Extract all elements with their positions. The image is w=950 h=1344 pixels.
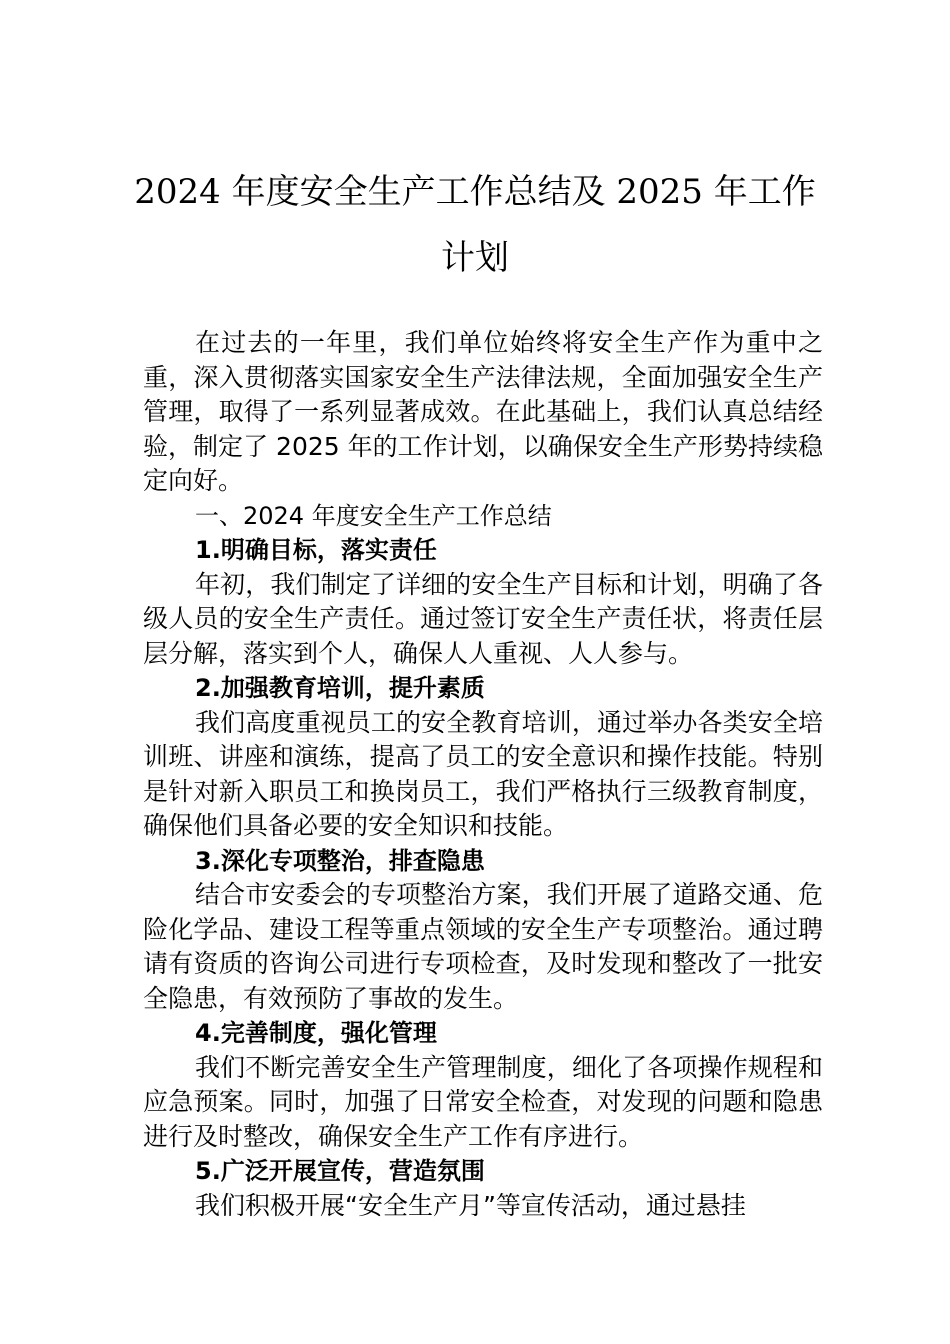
document-title-line-2: 计划 <box>441 238 509 278</box>
item-heading: 3.深化专项整治，排查隐患 <box>195 846 485 875</box>
item-heading: 4.完善制度，强化管理 <box>195 1019 437 1047</box>
item-paragraph: 年初，我们制定了详细的安全生产目标和计划，明确了各级人员的安全生产责任。通过签订安全生产责任状，将责任层层分解，落实到个人，确保人人重视、人人参与。 <box>143 569 823 668</box>
item-heading: 5.广泛开展宣传，营造氛围 <box>195 1157 485 1185</box>
document-body <box>143 326 823 1223</box>
item-heading: 2.加强教育培训，提升素质 <box>195 674 485 702</box>
section-heading: 一、2024 年度安全生产工作总结 <box>195 501 552 530</box>
item-paragraph: 结合市安委会的专项整治方案，我们开展了道路交通、危险化学品、建设工程等重点领域的安全生产专项整治。通过聘请有资质的咨询公司进行专项检查，及时发现和整改了一批安全隐患，有效预防了事故的发生。 <box>143 880 823 1013</box>
item-paragraph: 我们不断完善安全生产管理制度，细化了各项操作规程和应急预案。同时，加强了日常安全检查，对发现的问题和隐患进行及时整改，确保安全生产工作有序进行。 <box>143 1052 823 1151</box>
item-paragraph: 我们高度重视员工的安全教育培训，通过举办各类安全培训班、讲座和演练，提高了员工的安全意识和操作技能。特别是针对新入职员工和换岗员工，我们严格执行三级教育制度，确保他们具备必要的安全知识和技能。 <box>143 707 823 840</box>
item-paragraph: 我们积极开展“安全生产月”等宣传活动，通过悬挂 <box>195 1190 746 1220</box>
document-title-line-1: 2024 年度安全生产工作总结及 2025 年工作 <box>134 172 816 212</box>
intro-paragraph: 在过去的一年里，我们单位始终将安全生产作为重中之重，深入贯彻落实国家安全生产法律法规，全面加强安全生产管理，取得了一系列显著成效。在此基础上，我们认真总结经验，制定了 2025 年的工作计划，以确保安全生产形势持续稳定向好。 <box>143 328 823 495</box>
item-heading: 1.明确目标，落实责任 <box>195 536 437 564</box>
